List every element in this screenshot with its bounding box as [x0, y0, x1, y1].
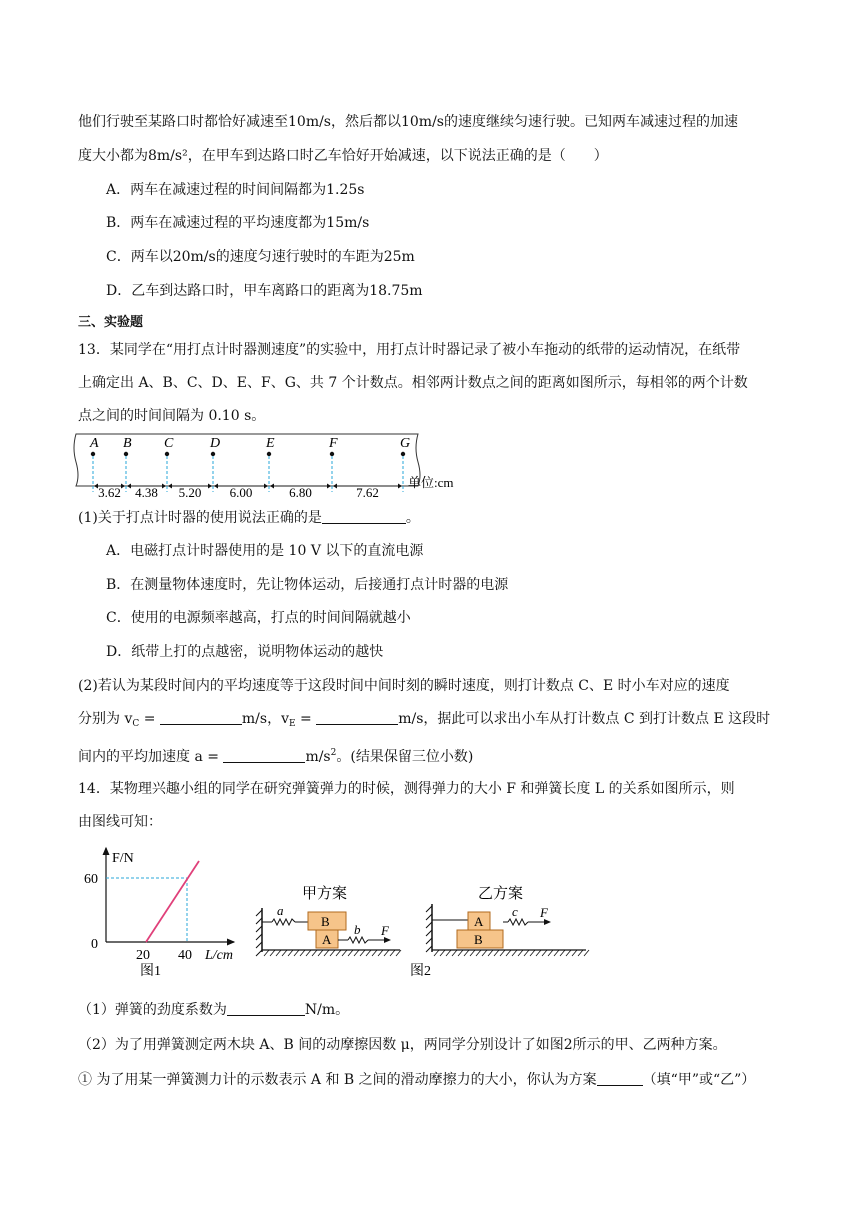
ground-hatch-stroke	[506, 950, 511, 956]
q13-p2-line1: (2)若认为某段时间内的平均速度等于这段时间中间时刻的瞬时速度，则打计数点 C、E 时小车对应的速度	[78, 678, 730, 694]
tape-point-D	[211, 452, 215, 456]
q13-p2-ve-sub: E	[288, 719, 296, 729]
q13-p2-line2	[78, 710, 770, 733]
q13-p2-unit1: m/s，v	[241, 711, 289, 727]
ground-hatch-stroke	[336, 950, 341, 956]
q14-p1-start: （1）弹簧的劲度系数为	[78, 1002, 227, 1018]
q13-p2-accel-label: 间内的平均加速度 a =	[78, 749, 224, 765]
fig1-origin: 0	[91, 937, 98, 952]
ground-hatch-stroke	[476, 950, 481, 956]
q14-p2: （2）为了用弹簧测定两木块 A、B 间的动摩擦因数 μ，两同学分别设计了如图2所示的甲、乙两种方案。	[78, 1037, 727, 1053]
ground-hatch-stroke	[542, 950, 547, 956]
q12-line2: 度大小都为8m/s²，在甲车到达路口时乙车恰好开始减速，以下说法正确的是（ ）	[78, 148, 608, 164]
jia-force-label: F	[381, 923, 389, 938]
fig2-schemes	[250, 878, 600, 982]
q13-p1-blank[interactable]	[322, 509, 406, 524]
ground-hatch-stroke	[524, 950, 529, 956]
jia-ground-hatch	[264, 950, 401, 956]
tape-distance-1: 4.38	[135, 485, 158, 498]
q13-p1-option-d: D．纸带上打的点越密，说明物体运动的越快	[106, 644, 384, 660]
q12-option-d: D．乙车到达路口时，甲车离路口的距离为18.75m	[106, 283, 423, 299]
ground-hatch-stroke	[378, 950, 383, 956]
ground-hatch-stroke	[548, 950, 553, 956]
q13-line3: 点之间的时间间隔为 0.10 s。	[78, 408, 266, 424]
yi-force-label: F	[540, 905, 548, 920]
yi-block-a-label: A	[474, 914, 484, 929]
ground-hatch-stroke	[312, 950, 317, 956]
q14-line2: 由图线可知：	[78, 814, 162, 830]
ground-hatch-stroke	[276, 950, 281, 956]
ground-hatch-stroke	[536, 950, 541, 956]
tape-distance-0: 3.62	[98, 485, 121, 498]
ground-hatch-stroke	[348, 950, 353, 956]
ground-hatch-stroke	[396, 950, 401, 956]
tape-point-B	[124, 452, 128, 456]
q13-p1-stem	[78, 509, 420, 527]
jia-block-b-label: B	[321, 914, 330, 929]
ground-hatch-stroke	[578, 950, 583, 956]
q13-p2-vc-label: 分别为 v	[78, 711, 133, 727]
ground-hatch-stroke	[324, 950, 329, 956]
ground-hatch-stroke	[470, 950, 475, 956]
q13-p2-accel-note: 。(结果保留三位小数)	[336, 749, 474, 765]
yi-title: 乙方案	[478, 886, 524, 902]
q12-option-b: B．两车在减速过程的平均速度都为15m/s	[106, 215, 370, 231]
ground-hatch-stroke	[530, 950, 535, 956]
ground-hatch-stroke	[282, 950, 287, 956]
q13-ve-blank[interactable]	[316, 710, 398, 725]
yi-spring-c-label: c	[512, 904, 518, 919]
q12-option-c: C．两车以20m/s的速度匀速行驶时的车距为25m	[106, 249, 415, 265]
q14-k-blank[interactable]	[227, 1001, 305, 1016]
ground-hatch-stroke	[294, 950, 299, 956]
tape-label-F: F	[329, 436, 338, 451]
q13-p2-line3	[78, 744, 473, 766]
q13-line2: 上确定出 A、B、C、D、E、F、G、共 7 个计数点。相邻两计数点之间的距离如图所示，每相邻的两个计数	[78, 375, 748, 391]
ground-hatch-stroke	[488, 950, 493, 956]
tape-distance-4: 6.80	[289, 485, 312, 498]
jia-title: 甲方案	[302, 886, 348, 902]
fig1-ytick-60: 60	[84, 872, 98, 887]
ground-hatch-stroke	[366, 950, 371, 956]
q13-p2-unit2: m/s，据此可以求出小车从打计数点 C 到打计数点 E 这段时	[398, 711, 771, 727]
ground-hatch-stroke	[554, 950, 559, 956]
ground-hatch-stroke	[360, 950, 365, 956]
ground-hatch-stroke	[354, 950, 359, 956]
q14-p3-end: （填“甲”或“乙”）	[642, 1072, 756, 1088]
q14-p1-end: N/m。	[304, 1002, 350, 1018]
tape-distance-2: 5.20	[178, 485, 202, 498]
ground-hatch-stroke	[300, 950, 305, 956]
jia-block-a-label: A	[322, 932, 332, 947]
tape-point-F	[330, 452, 334, 456]
yi-block-b-label: B	[474, 932, 483, 947]
q13-p1-stem-start: (1)关于打点计时器的使用说法正确的是	[78, 510, 322, 526]
yi-ground-hatch	[434, 950, 589, 956]
fig1-xtick-40: 40	[178, 948, 192, 963]
ground-hatch-stroke	[572, 950, 577, 956]
q13-p1-option-c: C．使用的电源频率越高，打点的时间间隔就越小	[106, 610, 411, 626]
q13-p2-eq1: =	[139, 711, 160, 727]
tape-distance-5: 7.62	[356, 485, 379, 498]
yi-spring-c	[508, 919, 528, 925]
q14-scheme-blank[interactable]	[597, 1071, 643, 1086]
ground-hatch-stroke	[270, 950, 275, 956]
tape-label-C: C	[164, 436, 174, 451]
jia-spring-b	[348, 937, 368, 943]
fig1-xtick-20: 20	[136, 948, 150, 963]
q13-accel-blank[interactable]	[223, 748, 305, 763]
fig1-xlabel: L/cm	[205, 948, 233, 963]
ground-hatch-stroke	[384, 950, 389, 956]
tape-point-C	[165, 452, 169, 456]
q14-p3	[78, 1071, 755, 1089]
q12-option-a: A．两车在减速过程的时间间隔都为1.25s	[106, 182, 365, 198]
ground-hatch-stroke	[518, 950, 523, 956]
jia-spring-b-label: b	[354, 922, 361, 937]
section-title: 三、实验题	[78, 315, 144, 330]
tape-unit: 单位:cm	[408, 475, 454, 490]
jia-spring-a	[272, 919, 295, 925]
tape-label-D: D	[210, 436, 221, 451]
q13-p2-accel-sup: 2	[330, 748, 337, 758]
jia-spring-a-label: a	[277, 903, 284, 918]
q12-line1: 他们行驶至某路口时都恰好减速至10m/s，然后都以10m/s的速度继续匀速行驶。已知两车减速过程的加速	[78, 114, 738, 130]
q14-p3-start: ① 为了用某一弹簧测力计的示数表示 A 和 B 之间的滑动摩擦力的大小，你认为方案	[78, 1072, 597, 1088]
fig1-caption: 图1	[140, 964, 161, 979]
tape-label-E: E	[266, 436, 275, 451]
q13-line1: 13．某同学在“用打点计时器测速度”的实验中，用打点计时器记录了被小车拖动的纸带的运动情况，在纸带	[78, 342, 741, 358]
ground-hatch-stroke	[500, 950, 505, 956]
ground-hatch-stroke	[584, 950, 589, 956]
ground-hatch-stroke	[494, 950, 499, 956]
tape-point-G	[401, 452, 405, 456]
ground-hatch-stroke	[464, 950, 469, 956]
ground-hatch-stroke	[452, 950, 457, 956]
ground-hatch-stroke	[288, 950, 293, 956]
ground-hatch-stroke	[446, 950, 451, 956]
tape-label-A: A	[90, 436, 99, 451]
tape-label-G: G	[400, 436, 411, 451]
q13-p2-accel-unit: m/s	[305, 749, 331, 765]
q13-vc-blank[interactable]	[160, 710, 242, 725]
ground-hatch-stroke	[512, 950, 517, 956]
q14-line1: 14．某物理兴趣小组的同学在研究弹簧弹力的时候，测得弹力的大小 F 和弹簧长度 L 的关系如图所示，则	[78, 781, 735, 797]
ground-hatch-stroke	[390, 950, 395, 956]
ground-hatch-stroke	[372, 950, 377, 956]
tape-point-A	[91, 452, 95, 456]
q13-p1-stem-end: 。	[405, 510, 420, 526]
yi-wall-hatch	[426, 906, 432, 952]
q13-p2-eq2: =	[295, 711, 317, 727]
tape-distance-3: 6.00	[229, 485, 253, 498]
tape-point-E	[267, 452, 271, 456]
q14-p1	[78, 1001, 349, 1019]
fig1-data-line	[146, 861, 199, 942]
ground-hatch-stroke	[330, 950, 335, 956]
ground-hatch-stroke	[566, 950, 571, 956]
ground-hatch-stroke	[560, 950, 565, 956]
fig1-graph	[78, 842, 248, 980]
ground-hatch-stroke	[318, 950, 323, 956]
fig1-ylabel: F/N	[112, 851, 134, 866]
ground-hatch-stroke	[434, 950, 439, 956]
q13-p2-vc-sub: C	[132, 719, 140, 729]
paper-tape-figure	[72, 430, 464, 498]
fig2-caption: 图2	[410, 964, 431, 979]
ground-hatch-stroke	[440, 950, 445, 956]
ground-hatch-stroke	[306, 950, 311, 956]
ground-hatch-stroke	[342, 950, 347, 956]
ground-hatch-stroke	[458, 950, 463, 956]
ground-hatch-stroke	[264, 950, 269, 956]
q13-p1-option-b: B．在测量物体速度时，先让物体运动，后接通打点计时器的电源	[106, 577, 509, 593]
q13-p1-option-a: A．电磁打点计时器使用的是 10 V 以下的直流电源	[106, 543, 424, 559]
jia-wall-hatch	[256, 910, 262, 956]
tape-label-B: B	[123, 436, 132, 451]
ground-hatch-stroke	[482, 950, 487, 956]
